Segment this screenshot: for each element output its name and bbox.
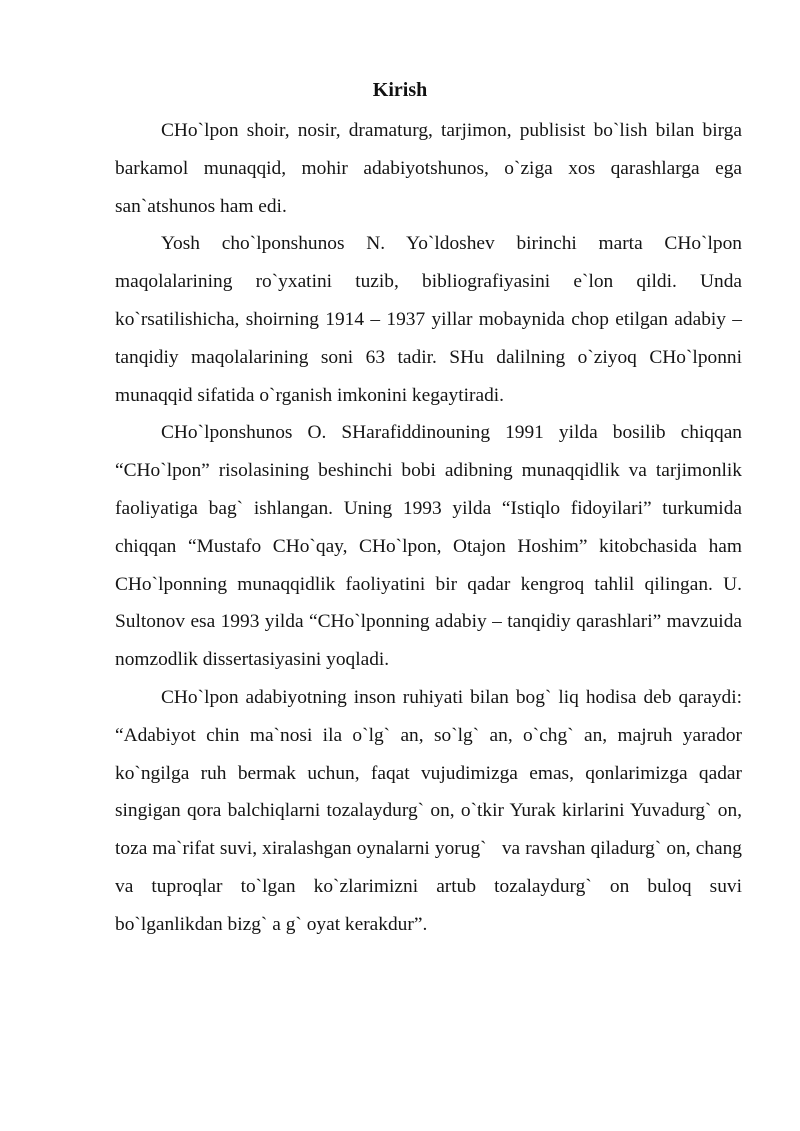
body-text <box>115 112 747 944</box>
paragraph-4: CHo`lpon adabiyotning inson ruhiyati bilan bog` liq hodisa deb qaraydi: “Adabiyot chin ma`nosi ila o`lg` an, so`lg` an, o`chg` an, majruh yarador ko`ngilga ruh bermak uchun, faqat vujudimizga emas, qonlarimizga qadar singigan qora balchiqlarni tozalaydurg` on, o`tkir Yurak kirlarini Yuvadurg` on, toza ma`rifat suvi, xiralashgan oynalarni yorug` va ravshan qiladurg` on, chang va tuproqlar to`lgan ko`zlarimizni artub tozalaydurg` on buloq suvi bo`lganlikdan bizg` a g` oyat kerakdur”. <box>115 686 747 935</box>
paragraph-1: CHo`lpon shoir, nosir, dramaturg, tarjimon, publisist bo`lish bilan birga barkamol munaqqid, mohir adabiyotshunos, o`ziga xos qarashlarga ega san`atshunos ham edi. <box>115 120 747 217</box>
paragraph-3: CHo`lponshunos O. SHarafiddinouning 1991 yilda bosilib chiqqan “CHo`lpon” risolasining beshinchi bobi adibning munaqqidlik va tarjimonlik faoliyatiga bag` ishlangan. Uning 1993 yilda “Istiqlo fidoyilari” turkumida chiqqan “Mustafo CHo`qay, CHo`lpon, Otajon Hoshim” kitobchasida ham CHo`lponning munaqqidlik faoliyatini bir qadar kengroq tahlil qilingan. U. Sultonov esa 1993 yilda “CHo`lponning adabiy – tanqidiy qarashlari” mavzuida nomzodlik dissertasiyasini yoqladi. <box>115 422 747 671</box>
page-title: Kirish <box>372 79 428 101</box>
paragraph-2: Yosh cho`lponshunos N. Yo`ldoshev birinchi marta CHo`lpon maqolalarining ro`yxatini tuzib, bibliografiyasini e`lon qildi. Unda ko`rsatilishicha, shoirning 1914 – 1937 yillar mobaynida chop etilgan adabiy – tanqidiy maqolalarining soni 63 tadir. SHu dalilning o`ziyoq CHo`lponni munaqqid sifatida o`rganish imkonini kegaytiradi. <box>115 233 747 406</box>
